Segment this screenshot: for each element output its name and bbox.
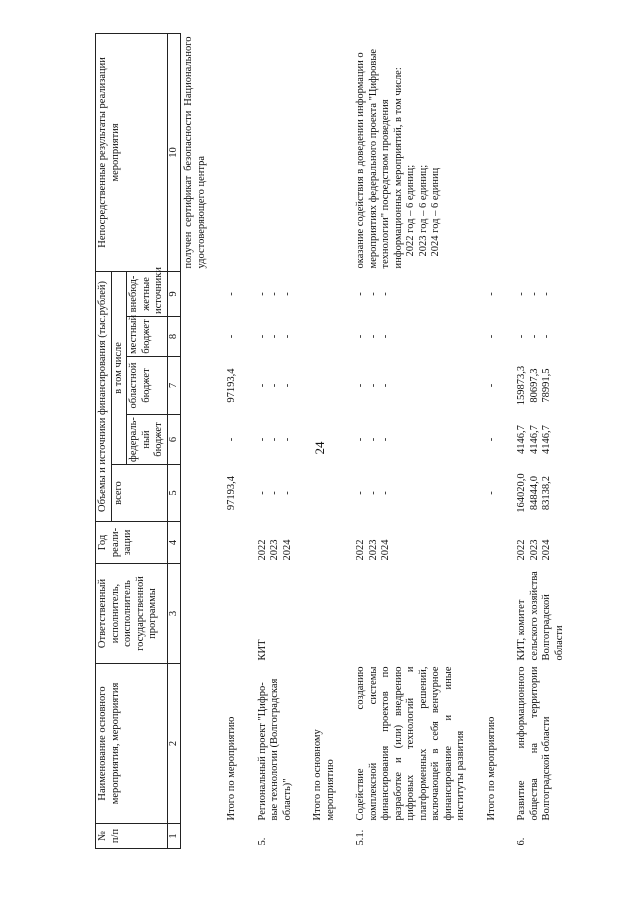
cell-local: - (380, 334, 391, 339)
result-line: 2023 год – 6 единиц; (417, 164, 429, 257)
header-federal: федераль-ный бюджет (127, 415, 168, 465)
total-label: Итого по мероприятию (226, 716, 237, 821)
row-number: 6. (516, 837, 527, 846)
page-number: 24 (312, 441, 327, 455)
row-responsible: КИТ (256, 639, 268, 661)
cell-total: - (355, 491, 366, 495)
cell-regional: 159873,3 (516, 365, 527, 406)
colnum-7: 7 (167, 357, 181, 415)
cell-extra: - (256, 292, 268, 296)
cell-extra: - (516, 292, 527, 296)
cell-extra: - (528, 292, 540, 296)
cell-local: - (541, 334, 552, 339)
table-row (484, 33, 501, 848)
cell-local: - (269, 334, 280, 339)
cell-total: 84844,0 (528, 475, 540, 511)
cell-local: - (256, 334, 268, 339)
cell-extra: - (485, 292, 497, 296)
row-responsible: КИТ, комитет сельского хозяйства Волгоградской области (516, 571, 565, 661)
cell-federal: - (485, 437, 497, 442)
row-name: Содействие созданию комплексной системы финансирования проектов по разработке и (или) внедрению цифровых технологий и платформенных решений, включающей в себя венчурное финансирование и иные институты развития (355, 666, 466, 821)
cell-federal: - (269, 437, 280, 442)
result-text: оказание содействия в доведении информации о мероприятиях федерального проекта "Цифровые технологии" посредством проведения информационных мероприятий, в том числе: (355, 48, 404, 269)
colnum-1: 1 (167, 824, 181, 849)
year: 2022 (256, 539, 268, 561)
row-name: Региональный проект "Цифро-вые технологии (Волгоградская область)" (256, 678, 293, 821)
cell-federal: - (256, 437, 268, 442)
header-responsible: Ответственный исполнитель, соисполнитель государственной программы (96, 564, 168, 664)
landscape-sheet (95, 34, 605, 849)
cell-local: - (367, 334, 379, 339)
table-row (224, 33, 241, 848)
cell-regional: 97193,4 (226, 368, 237, 403)
result-text: получен сертификат безопасности Национального удостоверяющего центра (183, 36, 207, 269)
table-row (310, 33, 339, 848)
cell-total: 97193,4 (226, 475, 237, 511)
header-results: Непосредственные результаты реализации мероприятия (96, 33, 168, 271)
cell-local: - (485, 334, 497, 339)
year: 2024 (281, 539, 293, 561)
cell-regional: 78991,5 (541, 368, 552, 403)
header-regional: областной бюджет (127, 357, 168, 415)
cell-extra: - (380, 292, 391, 296)
cell-local: - (355, 334, 366, 339)
cell-regional: - (269, 383, 280, 388)
table-row (255, 33, 297, 848)
program-table (95, 33, 568, 849)
cell-federal: - (281, 437, 293, 442)
cell-total: 164020,0 (516, 473, 527, 513)
cell-federal: 4146,7 (528, 425, 540, 454)
cell-total: - (256, 491, 268, 495)
cell-extra: - (367, 292, 379, 296)
result-line: 2024 год – 6 единиц (430, 167, 441, 257)
colnum-6: 6 (167, 415, 181, 465)
result-line: 2022 год – 6 единиц; (405, 164, 416, 257)
colnum-2: 2 (167, 664, 181, 824)
year: 2023 (367, 539, 379, 561)
header-no: № п/п (96, 824, 168, 849)
total-label: Итого по мероприятию (485, 716, 497, 821)
cell-total: - (281, 491, 293, 495)
cell-extra: - (541, 292, 552, 296)
cell-local: - (226, 334, 237, 339)
table-row (353, 33, 470, 848)
header-total: всего (111, 465, 167, 522)
cell-local: - (281, 334, 293, 339)
cell-total: - (380, 491, 391, 495)
cell-regional: - (281, 383, 293, 388)
colnum-5: 5 (167, 465, 181, 522)
cell-local: - (528, 334, 540, 339)
year: 2023 (528, 539, 540, 561)
cell-regional: - (485, 383, 497, 388)
colnum-10: 10 (167, 33, 181, 271)
cell-regional: - (355, 383, 366, 388)
cell-federal: - (380, 437, 391, 442)
colnum-9: 9 (167, 271, 181, 316)
cell-total: - (367, 491, 379, 495)
row-number: 5.1. (355, 829, 366, 846)
header-including: в том числе (111, 271, 127, 464)
header-year: Год реали-зации (96, 522, 168, 564)
cell-total: 83138,2 (541, 475, 552, 511)
cell-extra: - (281, 292, 293, 296)
cell-total: - (485, 491, 497, 495)
row-name: Развитие информационного общества на территории Волгоградской области (516, 666, 552, 821)
colnum-4: 4 (167, 522, 181, 564)
cell-regional: - (367, 383, 379, 388)
header-name: Наименование основного мероприятия, мероприятия (96, 664, 168, 824)
cell-total: - (269, 491, 280, 495)
colnum-3: 3 (167, 564, 181, 664)
cell-extra: - (269, 292, 280, 296)
total-label: Итого по основному мероприятию (312, 729, 336, 821)
cell-federal: 4146,7 (516, 425, 527, 454)
year: 2022 (516, 539, 527, 561)
header-extra: внебюд-жетные источники (127, 271, 168, 316)
header-funding: Объемы и источники финансирования (тыс.рублей) (96, 271, 112, 521)
cell-regional: - (256, 383, 268, 388)
header-local: местный бюджет (127, 317, 168, 357)
row-number: 5. (256, 837, 268, 846)
cell-federal: - (367, 437, 379, 442)
cell-regional: 80697,3 (528, 368, 540, 403)
year: 2023 (269, 539, 280, 561)
cell-local: - (516, 334, 527, 339)
colnum-8: 8 (167, 317, 181, 357)
cell-federal: - (355, 437, 366, 442)
cell-extra: - (355, 292, 366, 296)
table-row (181, 33, 211, 848)
year: 2022 (355, 539, 366, 561)
year: 2024 (380, 539, 391, 561)
cell-extra: - (226, 292, 237, 296)
year: 2024 (541, 539, 552, 561)
table-row (514, 33, 568, 848)
cell-federal: - (226, 437, 237, 442)
cell-regional: - (380, 383, 391, 388)
cell-federal: 4146,7 (541, 425, 552, 454)
